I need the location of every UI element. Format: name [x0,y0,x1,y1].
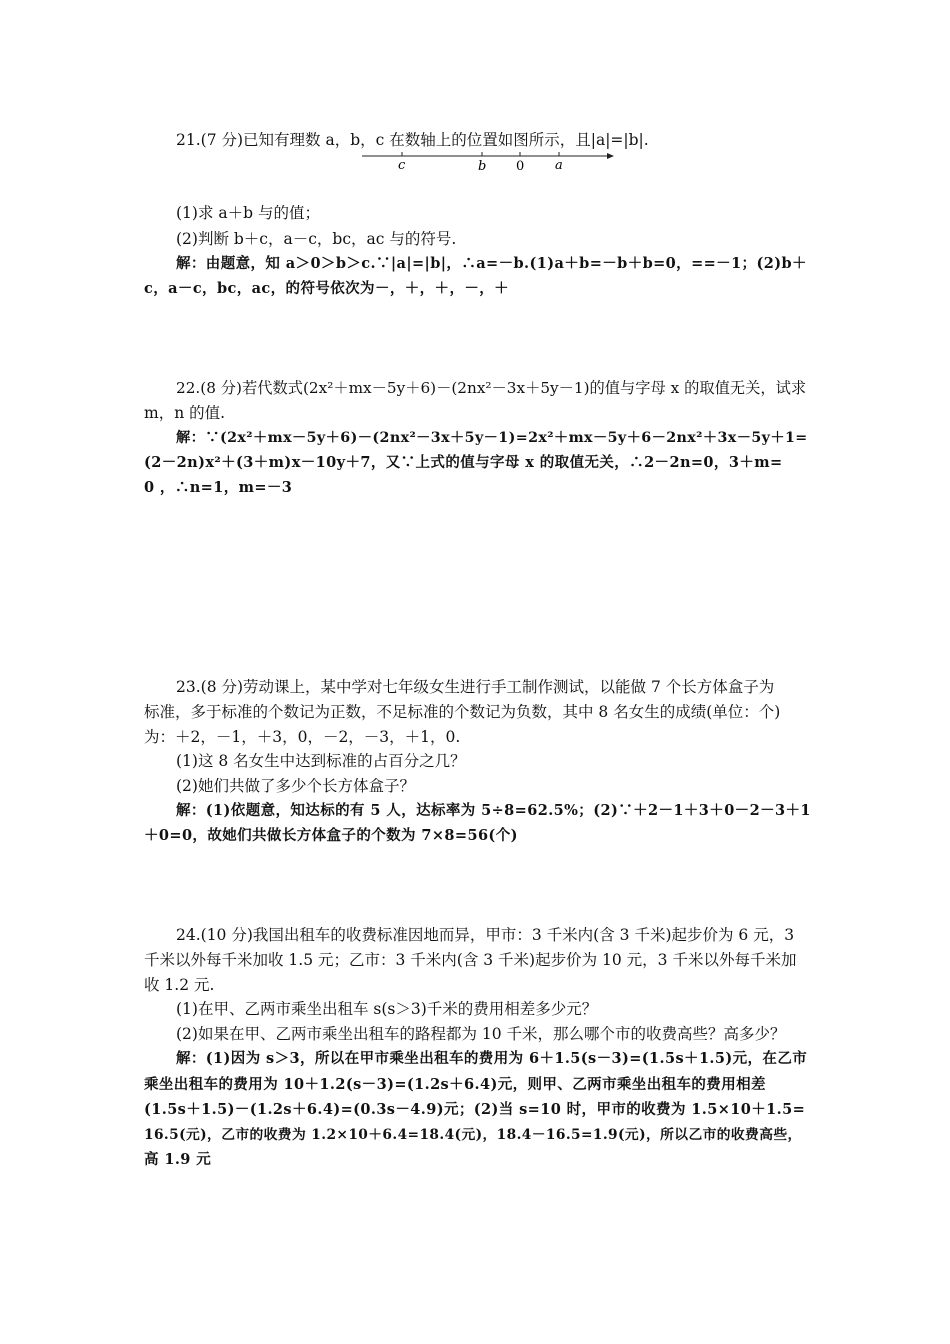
q22-stem-line2: m，n 的值. [144,404,226,422]
number-line-figure [362,146,622,172]
q22-answer-line2: (2－2n)x²＋(3＋m)x－10y＋7，又∵上式的值与字母 x 的取值无关，∴2－2n=0，3＋m= [144,454,783,471]
label-b: b [478,159,487,172]
q24-stem-line1: 24.(10 分)我国出租车的收费标准因地而异，甲市：3 千米内(含 3 千米)起步价为 6 元，3 [176,926,795,944]
q24-part2: (2)如果在甲、乙两市乘坐出租车的路程都为 10 千米，那么哪个市的收费高些？高多少？ [176,1025,786,1043]
label-zero: 0 [516,159,525,172]
q24-answer-line2: 乘坐出租车的费用为 10＋1.2(s－3)=(1.2s＋6.4)元，则甲、乙两市乘坐出租车的费用相差 [144,1076,766,1093]
q24-answer-line5: 高 1.9 元 [144,1151,212,1168]
q23-answer-line2: ＋0=0，故她们共做长方体盒子的个数为 7×8=56(个) [144,827,518,844]
q21-answer-line2: c，a－c，bc，ac，的符号依次为－，＋，＋，－，＋ [144,280,510,297]
q23-stem-line2: 标准，多于标准的个数记为正数，不足标准的个数记为负数，其中 8 名女生的成绩(单位：个) [144,703,781,721]
q24-answer-line3: (1.5s＋1.5)－(1.2s＋6.4)=(0.3s－4.9)元；(2)当 s=10 时，甲市的收费为 1.5×10＋1.5= [144,1101,806,1118]
q23-stem-line3: 为：＋2，－1，＋3，0，－2，－3，＋1，0. [144,728,461,746]
q24-part1: (1)在甲、乙两市乘坐出租车 s(s＞3)千米的费用相差多少元？ [176,1000,598,1018]
q21-stem: 21.(7 分)已知有理数 a，b，c 在数轴上的位置如图所示，且|a|=|b|. [176,131,649,149]
q23-part1: (1)这 8 名女生中达到标准的占百分之几？ [176,752,466,770]
q22-stem-line1: 22.(8 分)若代数式(2x²＋mx－5y＋6)－(2nx²－3x＋5y－1)的值与字母 x 的取值无关，试求 [176,379,807,397]
q24-answer-line4: 16.5(元)，乙市的收费为 1.2×10＋6.4=18.4(元)，18.4－16.5=1.9(元)，所以乙市的收费高些， [144,1127,802,1143]
number-line-arrow [607,153,614,159]
q21-answer-line1: 解：由题意，知 a＞0＞b＞c.∵|a|=|b|，∴a=－b.(1)a＋b=－b＋b=0，==－1；(2)b＋ [176,255,807,272]
q24-stem-line2: 千米以外每千米加收 1.5 元；乙市：3 千米内(含 3 千米)起步价为 10 元，3 千米以外每千米加 [144,951,797,969]
label-c: c [398,158,406,172]
q21-part2: (2)判断 b＋c，a－c，bc，ac 与的符号. [176,230,457,248]
q24-stem-line3: 收 1.2 元. [144,976,215,994]
label-a: a [555,158,563,172]
q24-answer-line1: 解：(1)因为 s＞3，所以在甲市乘坐出租车的费用为 6＋1.5(s－3)=(1.5s＋1.5)元，在乙市 [176,1050,808,1067]
q23-answer-line1: 解：(1)依题意，知达标的有 5 人，达标率为 5÷8=62.5%；(2)∵＋2－1＋3＋0－2－3＋1 [176,802,811,819]
q21-part1: (1)求 a＋b 与的值； [176,204,320,222]
q22-answer-line1: 解：∵(2x²＋mx－5y＋6)－(2nx²－3x＋5y－1)=2x²＋mx－5y＋6－2nx²＋3x－5y＋1= [176,430,808,446]
q23-stem-line1: 23.(8 分)劳动课上，某中学对七年级女生进行手工制作测试，以能做 7 个长方体盒子为 [176,678,775,696]
q23-part2: (2)她们共做了多少个长方体盒子？ [176,777,415,795]
q22-answer-line3: 0 ，∴n=1，m=－3 [144,479,293,496]
